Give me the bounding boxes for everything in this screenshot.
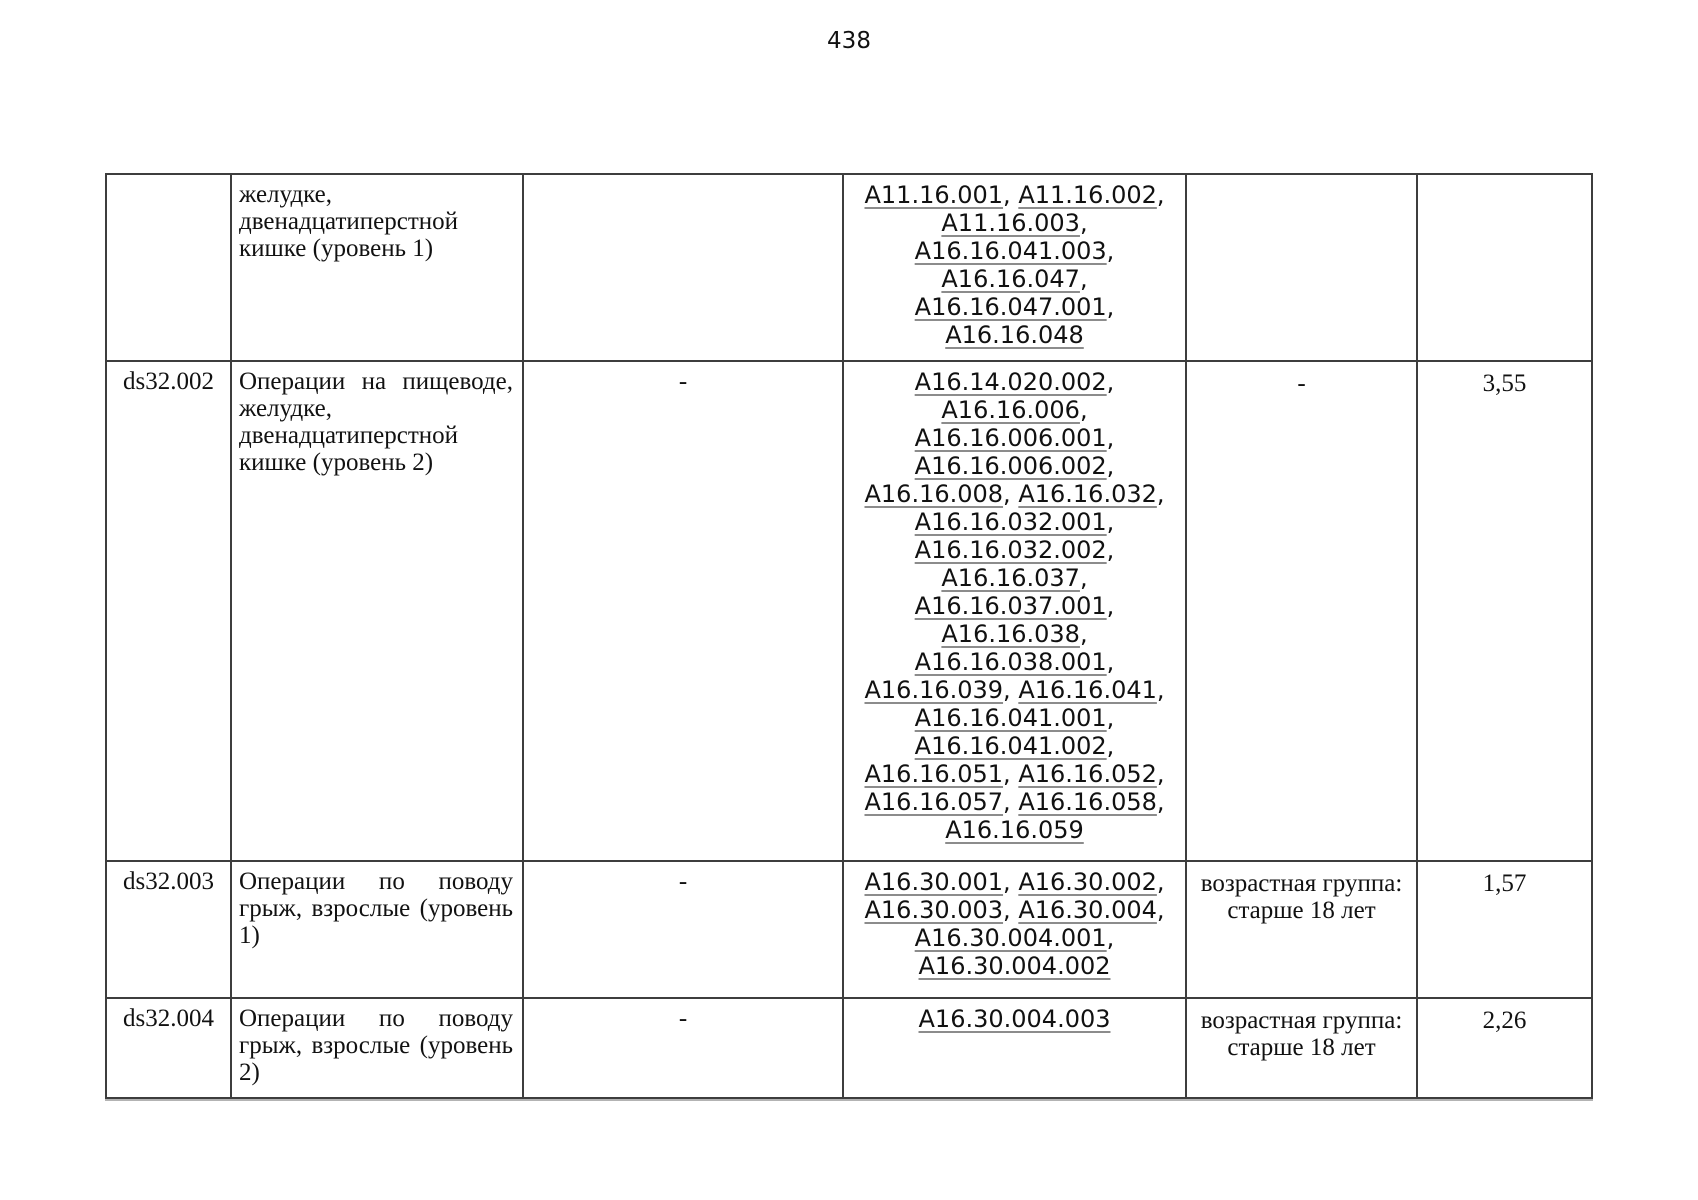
- service-code-link[interactable]: A16.16.037: [941, 564, 1080, 592]
- service-code-link[interactable]: A16.16.058: [1018, 788, 1157, 816]
- service-code-link[interactable]: A16.16.047.001: [914, 293, 1107, 321]
- age-group-cell: возрастная группа: старше 18 лет: [1186, 861, 1417, 998]
- table-row: [106, 174, 1592, 361]
- service-code-link[interactable]: A16.30.003: [864, 896, 1004, 924]
- service-codes-cell: A16.14.020.002, A16.16.006, A16.16.006.001, A16.16.006.002, A16.16.008, A16.16.032, A16.16.032.001, A16.16.032.002, A16.16.037, A16.16.037.001, A16.16.038, A16.16.038.001, A16.16.039, A16.16.041, A16.16.041.001, A16.16.041.002, A16.16.051, A16.16.052, A16.16.057, A16.16.058, A16.16.059: [843, 361, 1186, 861]
- criteria-cell: -: [523, 361, 843, 861]
- group-description-cell: желудке, двенадцатиперстной кишке (уровень 1): [231, 174, 523, 361]
- coefficient-cell: [1417, 174, 1592, 361]
- group-description-cell: Операции на пищеводе, желудке, двенадцатиперстной кишке (уровень 2): [231, 361, 523, 861]
- group-description-cell: Операции по поводу грыж, взрослые (уровень 2): [231, 998, 523, 1098]
- service-code-link[interactable]: A16.16.041.002: [914, 732, 1107, 760]
- service-code-link[interactable]: A16.16.006.002: [914, 452, 1107, 480]
- group-code-cell: ds32.002: [106, 361, 231, 861]
- group-code-cell: ds32.003: [106, 861, 231, 998]
- service-code-link[interactable]: A16.16.032.002: [914, 536, 1107, 564]
- service-code-link[interactable]: A16.16.037.001: [914, 592, 1107, 620]
- service-code-link[interactable]: A16.16.052: [1018, 760, 1157, 788]
- age-group-cell: -: [1186, 361, 1417, 861]
- group-code-cell: ds32.004: [106, 998, 231, 1098]
- service-code-link[interactable]: A16.30.004.001: [914, 924, 1107, 952]
- service-codes-cell: A16.30.001, A16.30.002, A16.30.003, A16.30.004, A16.30.004.001, A16.30.004.002: [843, 861, 1186, 998]
- service-code-link[interactable]: A16.16.006.001: [914, 424, 1107, 452]
- criteria-cell: -: [523, 998, 843, 1098]
- service-code-link[interactable]: A16.30.001: [864, 868, 1004, 896]
- service-code-link[interactable]: A16.16.048: [945, 321, 1084, 349]
- page-number: 438: [827, 28, 871, 54]
- service-code-link[interactable]: A16.16.041.001: [914, 704, 1107, 732]
- service-code-link[interactable]: A16.16.008: [864, 480, 1004, 508]
- service-code-link[interactable]: A16.16.032: [1018, 480, 1157, 508]
- service-code-link[interactable]: A11.16.002: [1018, 181, 1157, 209]
- criteria-cell: -: [523, 861, 843, 998]
- service-code-link[interactable]: A16.30.004.002: [918, 952, 1111, 980]
- service-code-link[interactable]: A16.16.038.001: [914, 648, 1107, 676]
- service-code-link[interactable]: A16.30.004.003: [918, 1005, 1111, 1033]
- table-row: [106, 361, 1592, 861]
- service-code-link[interactable]: A11.16.003: [941, 209, 1080, 237]
- group-code-cell: [106, 174, 231, 361]
- coefficient-cell: 3,55: [1417, 361, 1592, 861]
- age-group-cell: [1186, 174, 1417, 361]
- service-code-link[interactable]: A16.16.041.003: [914, 237, 1107, 265]
- service-codes-cell: [843, 998, 1186, 1098]
- service-code-link[interactable]: A16.30.004: [1018, 896, 1157, 924]
- service-code-link[interactable]: A16.16.047: [941, 265, 1080, 293]
- coefficient-cell: 1,57: [1417, 861, 1592, 998]
- service-code-link[interactable]: A16.16.038: [941, 620, 1080, 648]
- service-code-link[interactable]: A16.16.006: [941, 396, 1080, 424]
- tariff-table: [105, 173, 1593, 1099]
- service-code-link[interactable]: A16.16.059: [945, 816, 1084, 844]
- service-code-link[interactable]: A16.30.002: [1018, 868, 1157, 896]
- age-group-cell: возрастная группа: старше 18 лет: [1186, 998, 1417, 1098]
- table-row: [106, 861, 1592, 998]
- service-code-link[interactable]: A16.16.057: [864, 788, 1004, 816]
- group-description-cell: Операции по поводу грыж, взрослые (уровень 1): [231, 861, 523, 998]
- service-code-link[interactable]: A11.16.001: [864, 181, 1004, 209]
- coefficient-cell: 2,26: [1417, 998, 1592, 1098]
- service-code-link[interactable]: A16.14.020.002: [914, 368, 1107, 396]
- table-row: [106, 998, 1592, 1098]
- service-code-link[interactable]: A16.16.041: [1018, 676, 1157, 704]
- criteria-cell: [523, 174, 843, 361]
- service-code-link[interactable]: A16.16.032.001: [914, 508, 1107, 536]
- service-codes-cell: A11.16.001, A11.16.002, A11.16.003, A16.16.041.003, A16.16.047, A16.16.047.001, A16.16.048: [843, 174, 1186, 361]
- service-code-link[interactable]: A16.16.051: [864, 760, 1004, 788]
- service-code-link[interactable]: A16.16.039: [864, 676, 1004, 704]
